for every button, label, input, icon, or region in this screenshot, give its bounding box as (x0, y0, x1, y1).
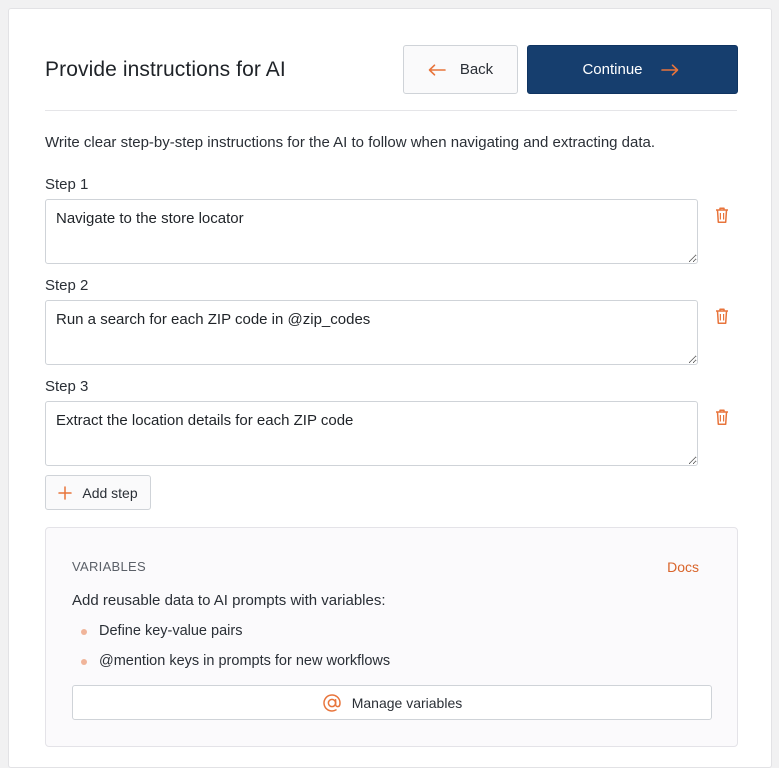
arrow-left-icon (428, 64, 446, 76)
trash-icon[interactable] (714, 307, 730, 325)
plus-icon (58, 486, 72, 500)
step-label: Step 1 (45, 176, 89, 193)
trash-icon[interactable] (714, 206, 730, 224)
step-2-input[interactable] (45, 300, 698, 365)
at-sign-icon (322, 693, 342, 713)
list-item-text: @mention keys in prompts for new workflows (99, 653, 391, 669)
instructions-description: Write clear step-by-step instructions for the AI to follow when navigating and extracting data. (45, 134, 656, 151)
instructions-card (8, 8, 772, 768)
variables-description: Add reusable data to AI prompts with variables: (72, 592, 386, 609)
variables-heading: VARIABLES (72, 559, 146, 574)
trash-icon[interactable] (714, 408, 730, 426)
variables-panel (45, 527, 738, 747)
continue-button-label: Continue (582, 61, 643, 78)
variables-bullet-list (72, 622, 390, 682)
back-button-label: Back (459, 61, 494, 78)
step-3-input[interactable] (45, 401, 698, 466)
bullet-dot-icon (81, 659, 87, 665)
arrow-right-icon (661, 64, 679, 76)
step-1-input[interactable] (45, 199, 698, 264)
list-item (72, 652, 390, 682)
manage-variables-button[interactable] (72, 685, 712, 720)
step-label: Step 2 (45, 277, 89, 294)
docs-link[interactable]: Docs (667, 559, 699, 575)
step-label: Step 3 (45, 378, 89, 395)
page-title: Provide instructions for AI (45, 58, 286, 81)
list-item (72, 622, 390, 652)
add-step-button[interactable] (45, 475, 151, 510)
bullet-dot-icon (81, 629, 87, 635)
add-step-label: Add step (82, 484, 138, 501)
continue-button[interactable] (527, 45, 738, 94)
list-item-text: Define key-value pairs (99, 623, 243, 639)
manage-variables-label: Manage variables (351, 694, 463, 711)
back-button[interactable] (403, 45, 518, 94)
page-header (45, 45, 737, 111)
